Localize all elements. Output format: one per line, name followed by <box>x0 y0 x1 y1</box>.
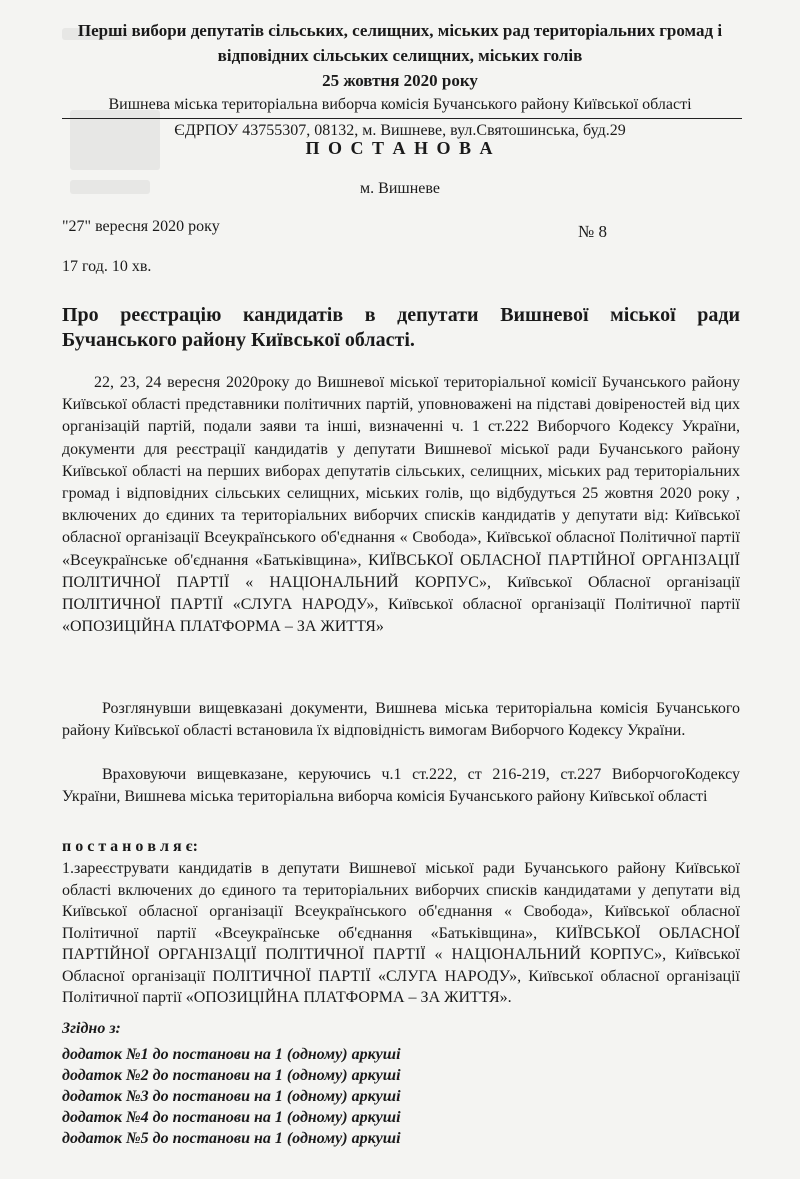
commission-requisites: ЄДРПОУ 43755307, 08132, м. Вишневе, вул.Святошинська, буд.29 <box>174 122 626 139</box>
document-city: м. Вишневе <box>360 180 440 197</box>
paragraph-resolution: 1.зареєструвати кандидатів в депутати Вишневої міської ради Бучанського району Київської області включених до єдиного та територіальних виборчих списків кандидатами у депутати від Київської обласної організації Всеукраїнського об'єднання « Свобода», Київської обласної Політичної партії «Всеукраїнське об'єднання «Батьківщина», КИЇВСЬКОЇ ОБЛАСНОЇ ПАРТІЙНОЇ ОРГАНІЗАЦІЇ ПОЛІТИЧНОЇ ПАРТІЇ « НАЦІОНАЛЬНИЙ КОРПУС», Київської Обласної організації ПОЛІТИЧНОЇ ПАРТІЇ «СЛУГА НАРОДУ», Київської обласної організації Політичної партії «ОПОЗИЦІЙНА ПЛАТФОРМА – ЗА ЖИТТЯ». <box>62 860 740 1006</box>
header-rule <box>62 118 742 119</box>
document-type: П О С Т А Н О В А <box>305 138 495 158</box>
document-number: № 8 <box>578 222 607 241</box>
paragraph-review: Розглянувши вищевказані документи, Вишнева міська територіальна комісія Бучанського району Київської області встановила їх відповідність вимогам Виборчого Кодексу України. <box>62 700 740 740</box>
according-label: Згідно з: <box>62 1020 121 1037</box>
document-time: 17 год. 10 хв. <box>62 258 152 275</box>
paragraph-submission: 22, 23, 24 вересня 2020року до Вишневої міської територіальної комісії Бучанського району Київської області представники політичних партій, уповноважені на підставі довіреностей від цих організацій партій, подали заяви та інші, визначенні ч. 1 ст.222 Виборчого Кодексу України, документи для реєстрації кандидатів у депутати Вишневої міської ради Бучанського району Київської області на перших виборах депутатів сільських, селищних, міських рад територіальних громад і відповідних сільських селищних, міських голів, що відбудуться 25 жовтня 2020 року , включених до єдиних та територіальних виборчих списків кандидатів у депутати від: Київської обласної організації Всеукраїнського об'єднання « Свобода», Київської обласної Політичної партії «Всеукраїнське об'єднання «Батьківщина», КИЇВСЬКОЇ ОБЛАСНОЇ ПАРТІЙНОЇ ОРГАНІЗАЦІЇ ПОЛІТИЧНОЇ ПАРТІЇ « НАЦІОНАЛЬНИЙ КОРПУС», Київської Обласної організації ПОЛІТИЧНОЇ ПАРТІЇ «СЛУГА НАРОДУ», Київської обласної організації Політичної партії «ОПОЗИЦІЙНА ПЛАТФОРМА – ЗА ЖИТТЯ» <box>62 374 740 636</box>
resolves-heading: п о с т а н о в л я є: <box>62 838 198 855</box>
annex-item: додаток №1 до постанови на 1 (одному) аркуші <box>62 1046 401 1063</box>
document-title-line2: Бучанського району Київської області. <box>62 329 415 351</box>
election-date: 25 жовтня 2020 року <box>322 71 478 90</box>
document-title-line1: Про реєстрацію кандидатів в депутати Вишневої міської ради <box>62 304 740 326</box>
election-title: Перші вибори депутатів сільських, селищних, міських рад територіальних громад і <box>77 21 723 40</box>
election-title-line2: відповідних сільських селищних, міських голів <box>217 46 583 65</box>
commission-name: Вишнева міська територіальна виборча комісія Бучанського району Київської області <box>108 96 692 113</box>
document-date: "27" вересня 2020 року <box>62 218 220 235</box>
annex-item: додаток №5 до постанови на 1 (одному) аркуші <box>62 1130 401 1147</box>
annex-list <box>62 1044 401 1149</box>
annex-item: додаток №2 до постанови на 1 (одному) аркуші <box>62 1067 401 1084</box>
annex-item: додаток №3 до постанови на 1 (одному) аркуші <box>62 1088 401 1105</box>
annex-item: додаток №4 до постанови на 1 (одному) аркуші <box>62 1109 401 1126</box>
paragraph-grounds: Враховуючи вищевказане, керуючись ч.1 ст.222, ст 216-219, ст.227 ВиборчогоКодексу України, Вишнева міська територіальна виборча комісія Бучанського району Київської області <box>62 766 740 806</box>
